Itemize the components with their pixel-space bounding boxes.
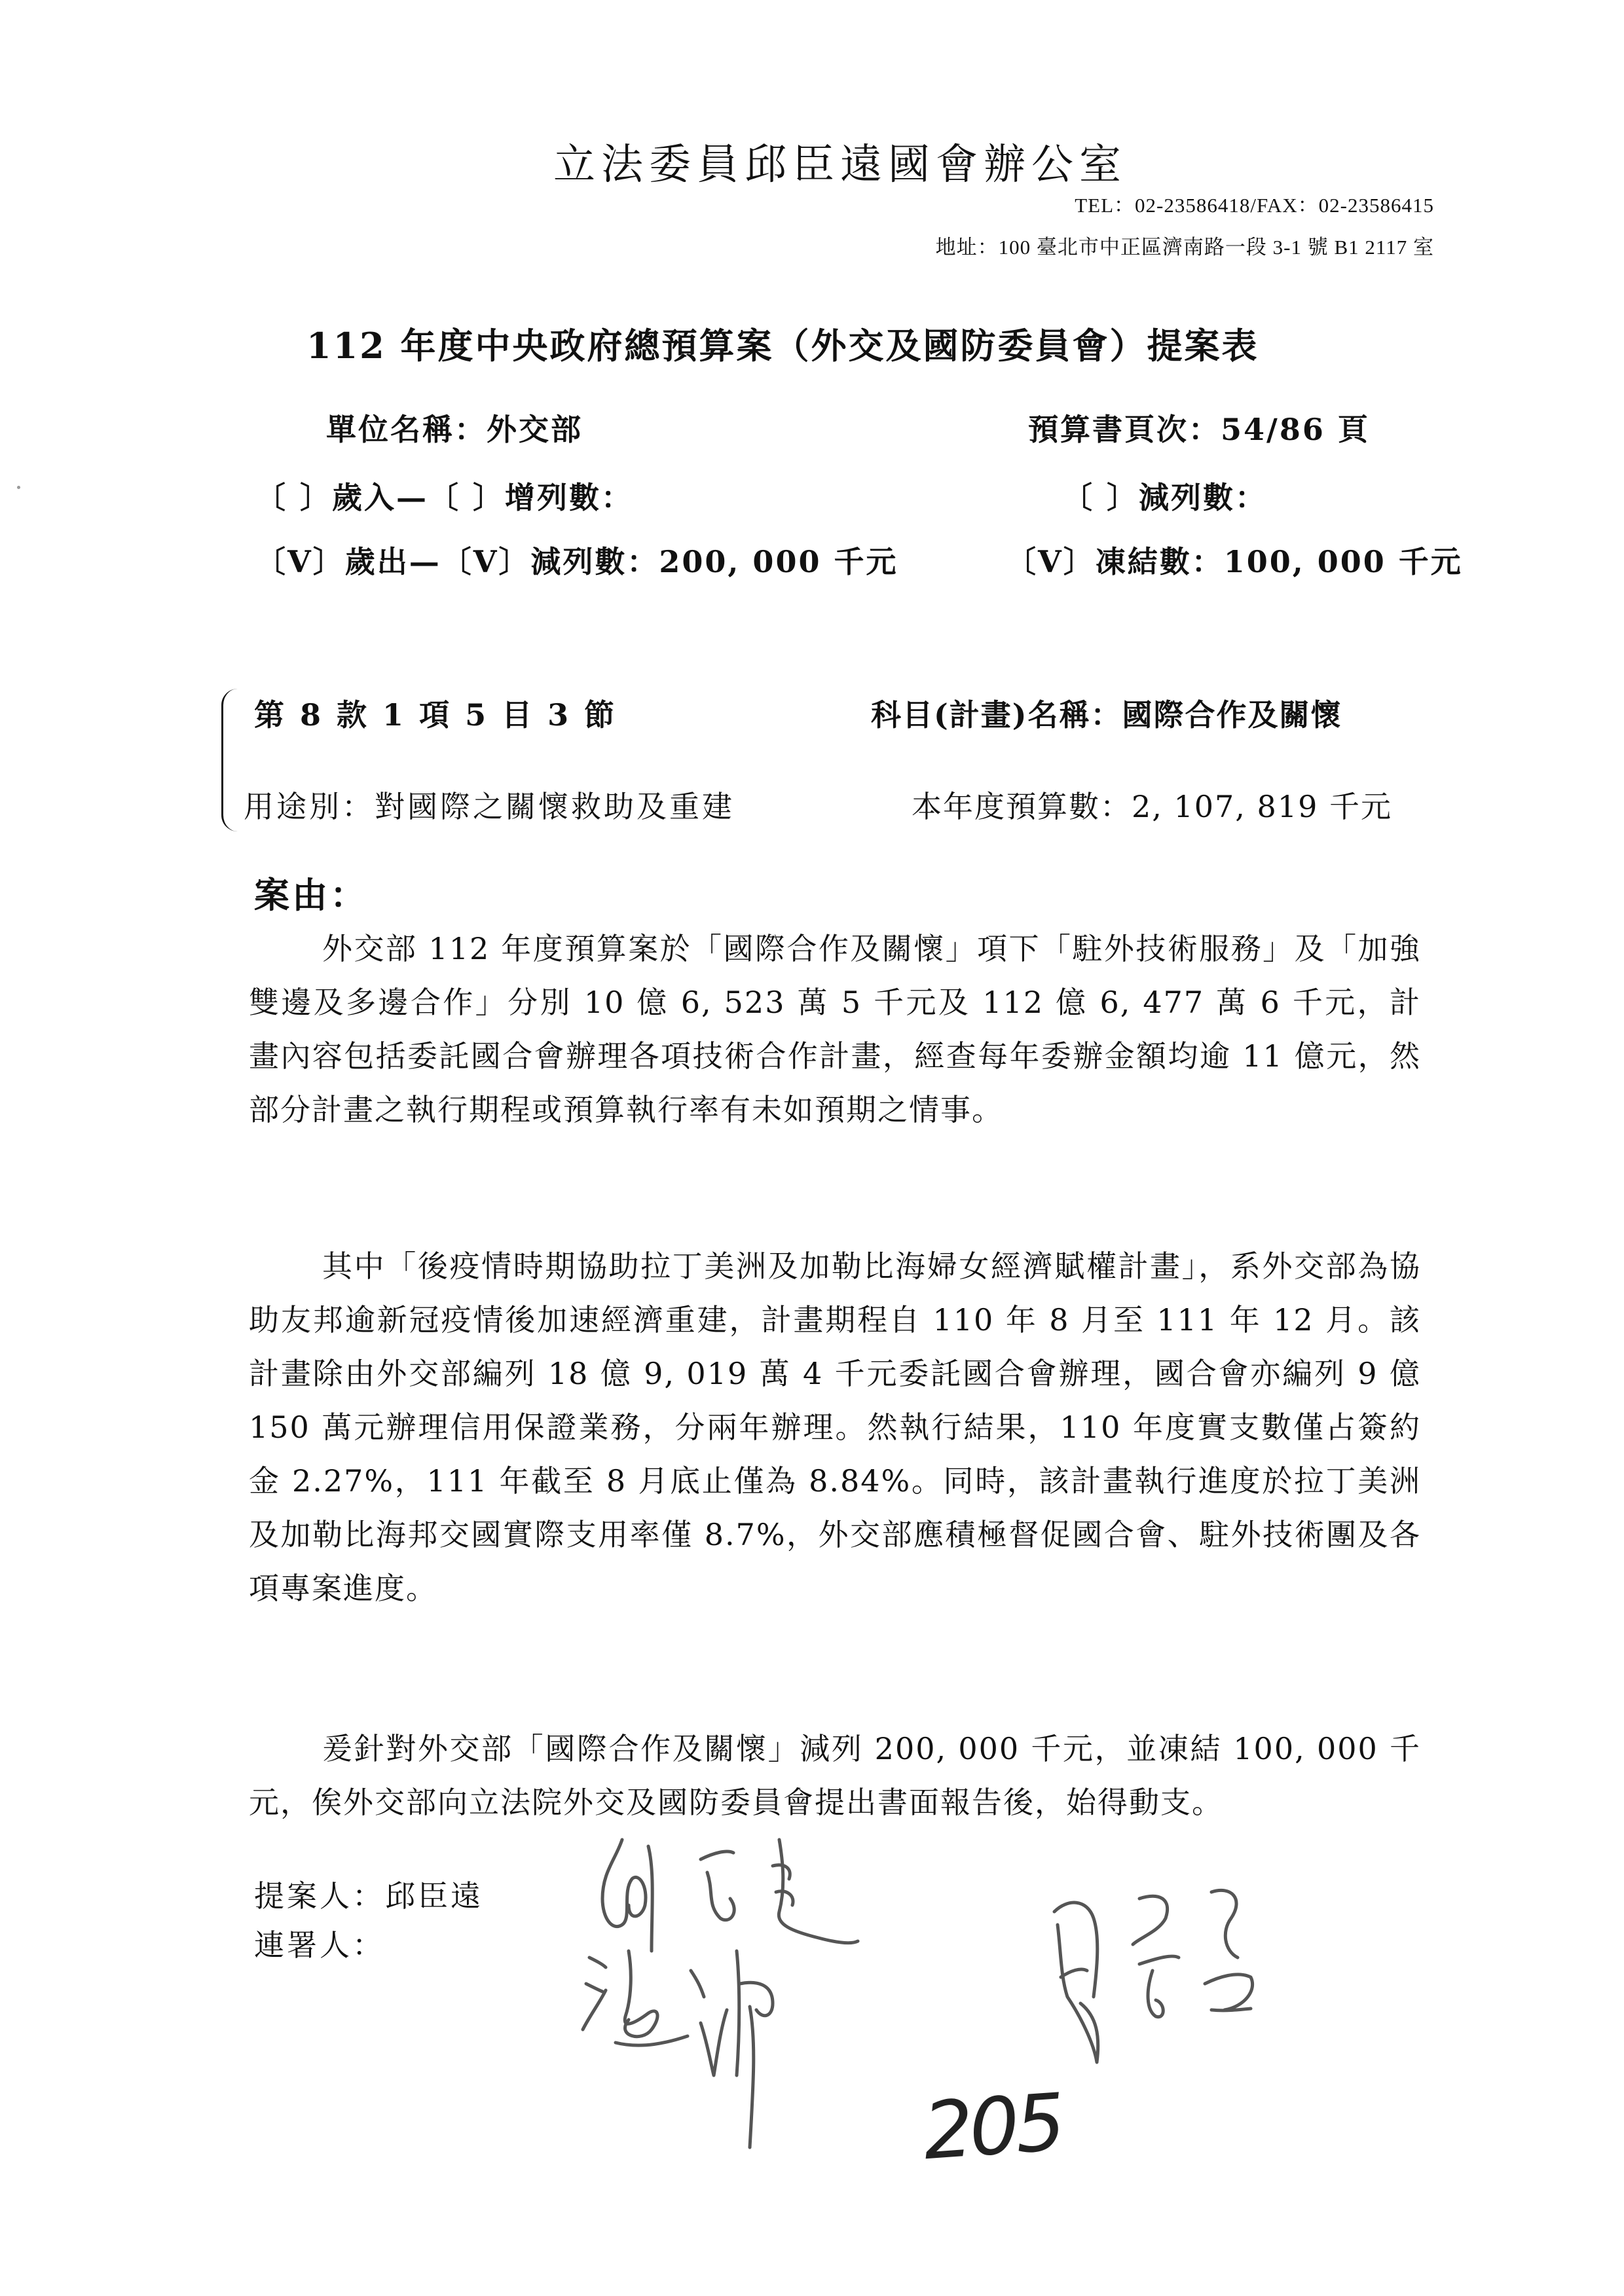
form-title: 112 年度中央政府總預算案（外交及國防委員會）提案表 xyxy=(306,325,1259,367)
expense-freeze-row: 〔V〕凍結數：100, 000 千元 xyxy=(1006,544,1463,579)
reason-paragraph-2: 其中「後疫情時期協助拉丁美洲及加勒比海婦女經濟賦權計畫」，系外交部為協助友邦逾新冠疫情後加速經濟重建，計畫期程自 110 年 8 月至 111 年 12 月。該計畫除由外交部編列 18 億 9, 019 萬 4 千元委託國合會辦理，國合會亦編列 9 億 150 萬元辦理信用保證業務，分兩年辦理。然執行結果，110 年度實支數僅占簽約金 2.27%，111 年截至 8 月底止僅為 8.84%。同時，該計畫執行進度於拉丁美洲及加勒比海邦交國實際支用率僅 8.7%，外交部應積極督促國合會、駐外技術團及各項專案進度。 xyxy=(249,1248,1421,1606)
office-title: 立法委員邱臣遠國會辦公室 xyxy=(553,141,1127,189)
budget-page-ref: 預算書頁次：54/86 頁 xyxy=(1028,412,1370,447)
reason-paragraph-1: 外交部 112 年度預算案於「國際合作及關懷」項下「駐外技術服務」及「加強雙邊及多邊合作」分別 10 億 6, 523 萬 5 千元及 112 億 6, 477 萬 6 千元，計畫內容包括委託國合會辦理各項技術合作計畫，經查每年委辦金額均逾 11 億元，然部分計畫之執行期程或預算執行率有未如預期之情事。 xyxy=(249,931,1421,1127)
signature-cosigner-1 xyxy=(576,1944,792,2180)
scan-speck xyxy=(17,486,20,489)
usage-category: 用途別：對國際之關懷救助及重建 xyxy=(244,789,735,824)
reason-paragraph-3: 爰針對外交部「國際合作及關懷」減列 200, 000 千元，並凍結 100, 000 千元，俟外交部向立法院外交及國防委員會提出書面報告後，始得動支。 xyxy=(249,1731,1421,1820)
unit-name: 單位名稱：外交部 xyxy=(326,412,583,447)
cosigner-label: 連署人： xyxy=(254,1927,385,1963)
revenue-decrease-row: 〔 〕減列數： xyxy=(1062,480,1268,515)
revenue-increase-row: 〔 〕歲入—〔 〕增列數： xyxy=(255,480,634,515)
subject-name: 科目(計畫)名稱：國際合作及關懷 xyxy=(871,697,1342,733)
reason-heading: 案由： xyxy=(254,874,368,916)
section-code: 第 8 款 1 項 5 目 3 節 xyxy=(254,697,618,733)
signature-cosigner-2 xyxy=(1041,1886,1277,2095)
page-number: 205 xyxy=(920,2077,1065,2178)
section-bracket xyxy=(221,689,238,831)
expense-cut-row: 〔V〕歲出—〔V〕減列數：200, 000 千元 xyxy=(255,544,898,579)
contact-phone-fax: TEL：02-23586418/FAX：02-23586415 xyxy=(1075,194,1434,217)
proposer-label: 提案人：邱臣遠 xyxy=(254,1878,483,1914)
annual-budget: 本年度預算數：2, 107, 819 千元 xyxy=(912,789,1392,824)
office-address: 地址：100 臺北市中正區濟南路一段 3-1 號 B1 2117 室 xyxy=(935,236,1434,259)
